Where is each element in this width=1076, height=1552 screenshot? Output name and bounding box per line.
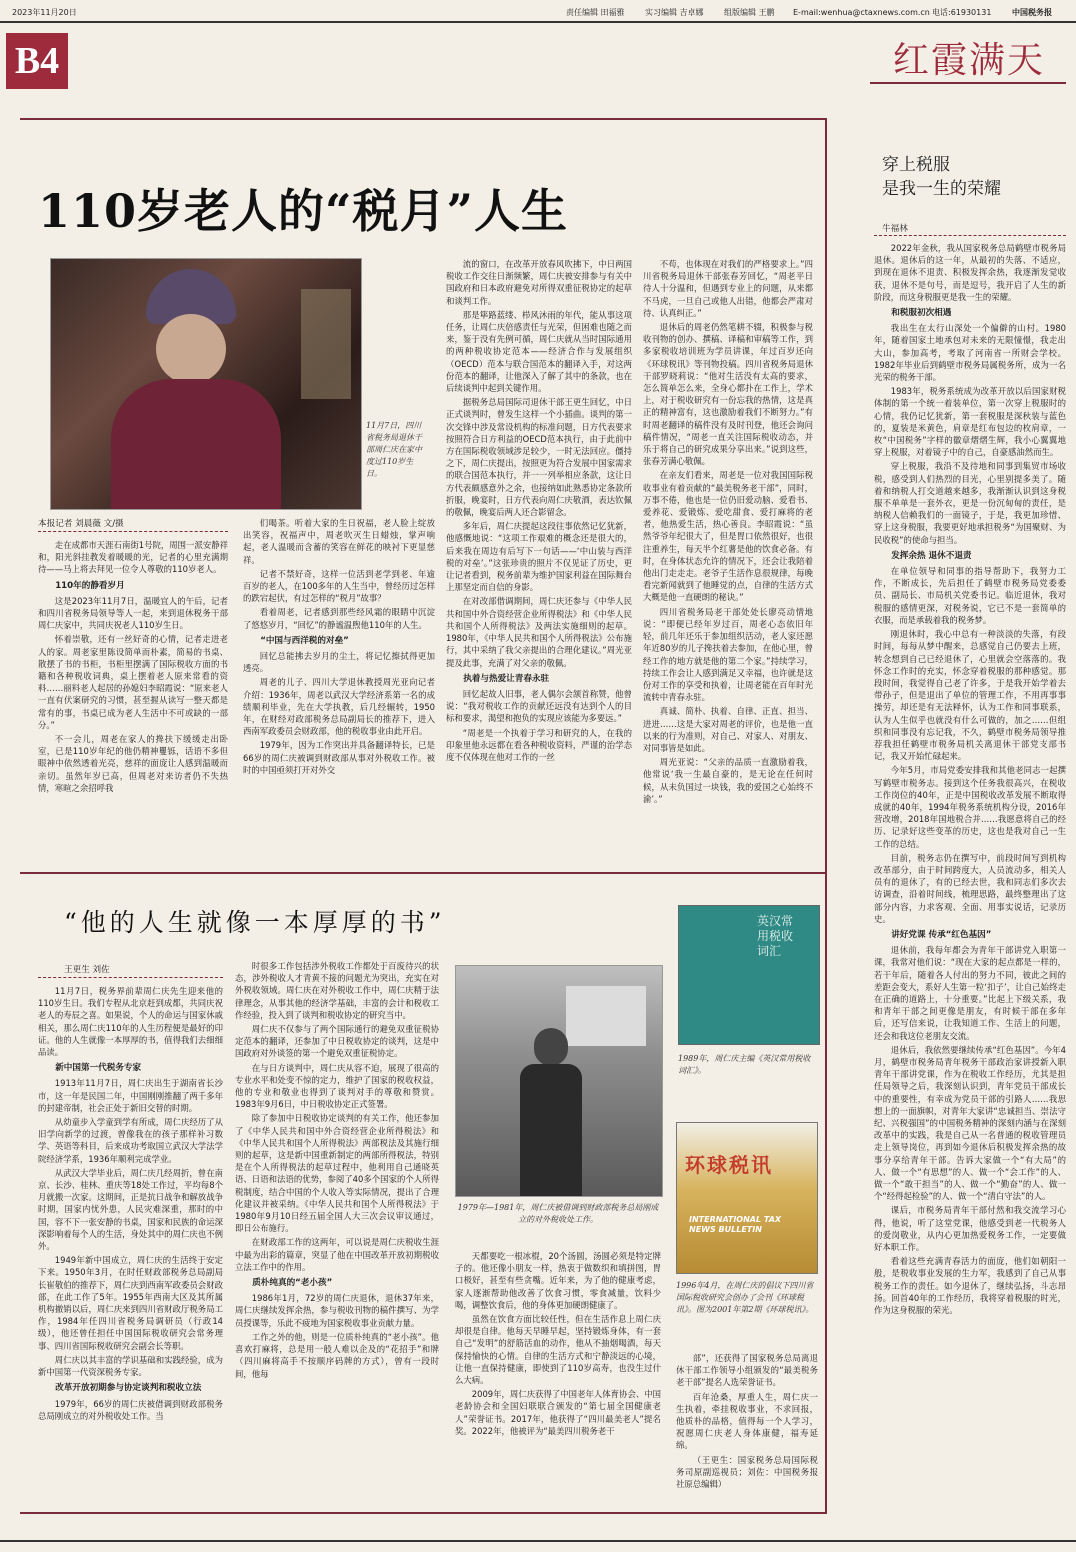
feature-col3-p1: 天都要吃一根冰棍，20个汤圆，汤圆必须是特定牌子的。他还像小朋友一样，热衷于做数织和填拼图，胃口极好，甚至有些贪嘴。近年来，为了他的健康考虑，家人逐渐帮助他改善了饮食习惯，零食减量，饮料少喝，调整饮食后，他的身体更加硬朗健康了。 (455, 1251, 661, 1310)
photo-man-head (534, 1028, 568, 1066)
byline-rule (38, 531, 228, 532)
sidebar-p6: 刚退休时，我心中总有一种淡淡的失落，有段时间，每每从梦中醒来，总感觉自己仍要去上班，转念想到自己已经退休了，心里就会空落落的。我怀念工作时的充实，怀念穿着税服的那种感觉。那段时间，我觉得自己老了许多，于是我开始学着去带孙子，但是退出了单位的管理工作，不用再事事操劳，却还是有无法释怀，认为工作和同事联系，认为人生似乎也就没有什么可做的，加之……但组织和同事没有忘记我，不久，鹤壁市税务局领导推荐我担任鹤壁市税务局机关离退休干部党支部书记，我又开始忙碌起来。 (874, 629, 1066, 762)
section-title: 红霞满天 (893, 40, 1046, 81)
main-col4-p4: 四川省税务局老干部处处长廖亮动情地说：“即便已经年岁过百，周老心态依旧年轻，前几年还乐于参加组织活动，老人家还愿年近80岁的儿子搀扶着去参加，在他心里，曾经工作的地方就是他的第二个家。”持续学习，持续工作会让人感到满足又幸福，也许就是这份对工作的享受和执着，让周老能在百年时光流转中青春永驻。 (643, 606, 813, 703)
main-col2-p1: 们喝茶。听着大家的生日祝福，老人脸上绽放出笑容，祝福声中，周老吹灭生日蜡烛，掌声响起，老人温暖而含蓄的笑容在鲜花的映衬下更显慈祥。 (243, 518, 435, 565)
main-col4-p2: 退休后的周老仍然笔耕不辍，积极参与税收刊物的创办、撰稿、译稿和审稿等工作，到多家税收培训班为学员讲课，年过百岁还向《环球税讯》等刊物投稿。四川省税务局退休干部罗晓莉说：“他对生活没有太高的要求，怎么简单怎么来，全身心都扑在工作上，学术上，对于税收研究有一份忘我的热情，这是真正的精神富有，这也激励着我们不断努力。”有时周老翻译的稿件没有及时刊登，他还会询问稿件情况，“周老一直关注国际税收动态，并乐于将自己的研究成果分享出来。”说到这些，张春芳满心敬佩。 (643, 322, 813, 467)
feature-col2-p3: 在与日方谈判中，周仁庆从容不迫，展现了很高的专业水平和处变不惊的定力，维护了国家的税收权益，他的专业和敬业也得到了谈判对手的尊敬和赞赏。1983年9月6日，中日税收协定正式签署。 (235, 1062, 439, 1110)
feature-col1b-p4: 1949年新中国成立，周仁庆的生活终于安定下来。1950年3月，在时任财政部税务总局副局长崔敬伯的推荐下，周仁庆到西南军政委员会财政部，在此工作了5年。1955年西南大区及其所属机构撤销以后，周仁庆来到四川省财政厅税务局工作，1984年任四川省税务局调研员（行政14级），他还曾任担任中国国际税收研究会常务理事、四川省国际税收研究会副会长等职。 (38, 1255, 223, 1351)
main-col4-p3: 在亲友们看来，周老是一位对我国国际税收事业有着贡献的“最美税务老干部”，同时，万事不倦，他也是一位仍旧爱动脑、爱看书、爱养花、爱锻炼、爱吃甜食、爱打麻将的老者，他热爱生活，热心善良。李昭霞说：“虽然爷爷年纪很大了，但是胃口依然很好，也很注重养生，每天半个红薯是他的饮食必备。有时，在身体状态允许的情况下，还会让我陪着他出门走走走。老爷子生活作息很规律，每晚看完新闻就到了他睡觉的点，自律的生活方式大概是他一直硬朗的秘诀。” (643, 470, 813, 603)
sidebar-subhead-3: 讲好党课 传承“红色基因” (891, 929, 992, 940)
feature-col2-p4: 除了参加中日税收协定谈判的有关工作，他还参加了《中华人民共和国中外合资经营企业所得税法》和《中华人民共和国个人所得税法》两部税法及其施行细则的起草，这是新中国重新制定的两部所得税法，特别是在个人所得税法的起草过程中，他利用自己通晓英语、日语和法语的优势，参阅了40多个国家的个人所得税制度，结合中国的个人收入等实际情况，提出了合理化建议并被采纳。《中华人民共和国个人所得税法》于1980年9月10日经五届全国人大三次会议审议通过，即日公布施行。 (235, 1113, 439, 1234)
main-col4-p1: 不苟，也体现在对我们的严格要求上。”四川省税务局退休干部张春芳回忆，“周老平日待人十分温和，但遇到专业上的问题，从来都不马虎，一旦自己或他人出错，他都会严肃对待、认真纠正。” (643, 259, 813, 318)
photo-figure-face (156, 314, 226, 384)
feature-col1b-p5: 周仁庆以其丰富的学识基础和实践经验，成为新中国第一代资深税务专家。 (38, 1354, 223, 1378)
main-col2-p3: 看着周老，记者感到那些经风霜的眼睛中沉淀了悠悠岁月，“回忆”的静谧温煦他110年的人生。 (243, 607, 435, 630)
main-col3b-p1: 回忆起故人旧事，老人偶尔会颔首称赞，他曾说：“我对税收工作的贡献还远没有达到个人的目标和要求，渴望和抱负的实现应该能为多要远。” (446, 688, 632, 724)
feature-col-3 (455, 1250, 661, 1500)
sidebar-column (874, 242, 1066, 1532)
sidebar-subhead-2: 发挥余热 退休不退责 (891, 550, 972, 561)
feature-subhead-1: 新中国第一代税务专家 (55, 1063, 142, 1074)
feature-byline: 王更生 刘佐 (64, 965, 110, 975)
feature-byline-rule (38, 977, 223, 978)
book2-title: 环球税讯 (685, 1153, 773, 1177)
feature-col2-p1: 时很多工作包括涉外税收工作都处于百废待兴的状态，涉外税收人才青黄不接的问题尤为突出，充实在对外税收领域。周仁庆在对外税收工作中，周仁庆精于法律理念，从事其他的经济学基础，丰富的会计和税收工作经验，投入到了谈判和税收协定的研究当中。 (235, 961, 439, 1020)
main-col-3 (446, 258, 632, 839)
main-col4-p6: 周光亚说：“父亲的品质一直激励着我，他常说‘我一生最自豪的，是无论在任何时候，从未负国过一块钱，我的爱国之心始终不渝’。” (643, 757, 813, 804)
sidebar-p3: 1983年，税务系统成为改革开放以后国家财税体制的第一个统一着装单位，第一次穿上税服时的心情，我仍记忆犹新，第一套税服是深秋装与蓝色的，夏装是米黄色，肩章是红布包边的枚肩章，一枚“中国税务”字样的徽章熠熠生辉，我小心翼翼地穿上税服，对着镜子中的自己，自豪感油然而生。 (874, 386, 1066, 458)
sidebar-p9: 退休前，我每年都会为青年干部讲党入职第一课，我常对他们说：“现在大家的起点都是一样的，若干年后，随着各人付出的努力不同，彼此之间的差距会变大，系好人生第一粒‘扣子’，让自己始终走在正确的道路上，十分重要。”比起上下级关系，我和青年干部之间更像是朋友，有时候干部在多年后，还写信来说，让我知道工作、生活上的问题，还会和我这位老朋友交流。 (874, 945, 1066, 1041)
photo-figure-body (111, 379, 281, 509)
book-cover-tax-bulletin (676, 1122, 818, 1274)
header-date: 2023年11月20日 (12, 8, 77, 17)
main-col1b-p2: 怀着崇敬，还有一丝好奇的心情，记者走进老人的家。周老家里陈设简单而朴素，简易的书桌、散摆了书的书柜，书柜里摆满了国际税收方面的书籍和各种税收词典，桌上摆着老人原来常看的资料……丽料老人起居的孙媳妇李昭霞说：“原来老人一直有伏案研究的习惯，甚至握从读写一整天都是常有的事，书桌已成为老人生活中不可或缺的一部分。” (38, 634, 228, 730)
main-col3b-p2: “周老是一个执着于学习和研究的人，在我的印象里他永远都在看各种税收资料，严谨的治学态度不仅体现在他对工作的一丝 (446, 727, 632, 762)
sidebar-author: 牛福林 (882, 224, 908, 234)
main-col3-p1: 流的窗口，在改革开放春风吹拂下，中日两国税收工作交往日渐频繁，周仁庆被安排参与有关中国政府和日本政府避免对所得双重征税协定的起草和谈判工作。 (446, 259, 632, 306)
page-number: B4 (14, 40, 60, 82)
section-rule (870, 82, 1066, 84)
feature-col2-p2: 周仁庆不仅参与了两个国际通行的避免双重征税协定范本的翻译，还参加了中日税收协定的谈判，这是中国政府对外谈签的第一个避免双重征税协定。 (235, 1024, 439, 1059)
main-col2b-p3: 1979年，因为工作突出并具备翻译特长，已是66岁的周仁庆被调到财政部从事对外税收工作。被时的中国亟须打开对外交 (243, 740, 435, 775)
feature-photo (455, 965, 663, 1197)
book1-title: 英汉常用税收词汇 (757, 914, 794, 958)
main-col-4 (643, 258, 813, 839)
header-phone: 电话:61930131 (932, 8, 992, 17)
photo-man-suit (520, 1064, 582, 1196)
sidebar-p7: 今年5月，市局党委安排我和其他老同志一起撰写鹤壁市税务志。接到这个任务我很高兴，在税收工作岗位的40年，正是中国税收改革发展不断取得成就的40年，1994年税务系统机构分设，2016年营改增，2018年国地税合并……我愿意将自己的经历、记录好这些变革的历史，这也是我对自己一生工作的总结。 (874, 765, 1066, 849)
header-paper: 中国税务报 (1012, 8, 1052, 17)
main-col-2 (243, 517, 435, 839)
main-subhead-1: 110年的静看岁月 (55, 580, 125, 591)
sidebar-p1: 2022年金秋，我从国家税务总局鹤壁市税务局退休。退休后的这一年，从最初的失落、不适应，到现在退休不退责、积极发挥余热，我逐渐发觉收获，退休不是句号，而是逗号，我开启了人生的新阶段，而这身税服更是我一生的荣耀。 (874, 243, 1066, 302)
feature-col1b-p1: 1913年11月7日，周仁庆出生于湖南省长沙市，这一年是民国二年，中国刚刚推翻了两千多年的封建帝制，社会正处于新旧交替的时期。 (38, 1078, 223, 1113)
feature-col4-p1: 部”，还获得了国家税务总局离退休干部工作领导小组颁发的“最美税务老干部”提名人选荣誉证书。 (676, 1353, 818, 1388)
main-col1b-p3: 不一会儿，周老在家人的搀扶下缓缓走出卧室，已是110岁年纪的他仍精神矍铄，话语不多但眼神中依然透着光亮，慈祥的面庞让人感到温暖而亲切。虽然年岁已高，但周老对来访者仍不失热情，寒暄之余招呼我 (38, 734, 228, 793)
feature-title: “他的人生就像一本厚厚的书” (64, 908, 446, 937)
feature-col1-p1: 11月7日，税务界前辈周仁庆先生迎来他的110岁生日。我们专程从北京赶到成都，共同庆祝老人的寿辰之喜。如果说，个人的命运与国家休戚相关，那么周仁庆110年的人生历程便是最好的印证。他的人生就像一本厚厚的书，值得我们去细细品读。 (38, 986, 223, 1058)
main-col1-p1: 走在成都市天涯石南街1号院，周围一派安静祥和，阳光斜挂教发着暖暖的光，记者的心里充满期待——马上将去拜见一位令人尊敬的110岁老人。 (38, 540, 228, 575)
main-subhead-2: “中国与西洋税的对垒” (260, 635, 349, 646)
main-title: 110岁老人的“税月”人生 (38, 184, 568, 238)
header-editor-3: 组版编辑 王鹏 (724, 8, 775, 17)
book2-en-title: INTERNATIONAL TAX NEWS BULLETIN (689, 1215, 782, 1234)
feature-photo-caption: 1979年—1981年，周仁庆被借调到财政部税务总局刚成立的对外税收处工作。 (457, 1203, 659, 1224)
main-col1b-p1: 这是2023年11月7日，温暖宜人的午后，记者和四川省税务局领导等人一起，来到退休税务干部周仁庆家中，共同庆祝老人110岁生日。 (38, 595, 228, 631)
article-divider (20, 872, 825, 874)
main-col2b-p2: 周老的儿子、四川大学退休教授周光亚向记者介绍：1936年，周老以武汉大学经济系第一名的成绩顺利毕业，先在大学执教，后几经辗转，1950年，在财经对政部税务总局副局长的推荐下，进入西南军政委员会财政部，他的税收事业由此开启。 (243, 677, 435, 737)
header-editor-1: 责任编辑 田福雅 (566, 8, 625, 17)
main-subhead-3: 执着与热爱让青春永驻 (463, 673, 550, 684)
main-col3-p3: 据税务总局国际司退休干部王更生回忆，中日正式谈判时，曾发生这样一个小插曲。谈判的第一次交锋中涉及常设机构的标准问题，日方代表要求按照符合日方利益的OECD范本执行，由于此前中方在国际税收领域涉足较少，一时无法回应。僵持之下，周仁庆提出，按照更为符合发展中国家需求的联合国范本执行，并一一列举相应条款，这让日方代表颇感意外之余，也接纳如此熟悉协定条款所折服，晚宴时，日方代表向周仁庆敬酒，表达钦佩的敬佩，晚宴后两人还合影留念。 (446, 397, 632, 518)
feature-col4-p2: 百年沧桑，厚重人生，周仁庆一生执着，牵挂税收事业，不求回报，他质朴的品格，值得每一个人学习，祝愿周仁庆老人身体康健，福寿延绵。 (676, 1391, 818, 1451)
main-col2b-p1: 回忆总能拂去岁月的尘土，将记忆擦拭得更加透亮。 (243, 651, 435, 674)
sidebar-p10: 退休后，我依然要继续传承“红色基因”。今年4月，鹤壁市税务局青年税务干部政治家讲授新入职青年干部讲党课，作为在税收工作经历，尤其是担任局领导之后，我深刻认识到，青年党员干部成长中的重要性，有幸成为党员干部的引路人……我思想上的一面旗帜，对青年大家讲“忠诚担当、崇法守纪、兴税强国”的中国税务精神的深刻内涵与在深刻改革中的实践，我是自己从一名普通的税收管理员走上领导岗位，再到如今退休后积极发挥余热的故事分享给青年干部。告诉大家做一个“有大局”的人、做一个“有思想”的人、做一个“会工作”的人、做一个“敢干担当”的人、做一个“勤奋”的人、做一个“经得起检验”的人、做一个“清白守法”的人。 (874, 1044, 1066, 1202)
sidebar-p2: 我出生在太行山深处一个偏僻的山村。1980年，随着国家土地承包对未来的无限憧憬，我走出大山，参加高考，考取了河南省一所财会学校。1982年毕业后到鹤壁市税务局属税务所，成为一名光荣的税务干部。 (874, 323, 1066, 383)
sidebar-subhead-1: 和税服初次相遇 (891, 308, 952, 319)
feature-col-1 (38, 985, 223, 1500)
main-col3-p2: 那是筚路蓝缕、栉风沐雨的年代，能从事这项任务，让周仁庆倍感责任与光荣，但困难也随之而来，鉴于没有先例可循，周仁庆就从当时国际通用的两种税收协定范本——经济合作与发展组织（OECD）范本与联合国范本的翻译入手，对这两份范本的翻译，让他深入了解了其中的条款，也在后续谈判中起到关键作用。 (446, 309, 632, 394)
main-frame-right (825, 118, 827, 1514)
photo-sign-board (566, 986, 646, 1046)
sidebar-p11: 课后，市税务局青年干部付然和我交流学习心得，他说，听了这堂党课，他感受到老一代税务人的爱岗敬业，从内心更加热爱税务工作，一定要做好本职工作。 (874, 1205, 1066, 1253)
sidebar-p12: 看着这些充满青春活力的面庞，他们如朝阳一般，是税收事业发展的生力军，我感到了自己从事税务工作的责任。如今退休了，继续弘扬，斗志昂扬。回首40年的工作经历，我将穿着税服的时光，作为这身税服的荣光。 (874, 1256, 1066, 1316)
feature-col3-p3: 2009年，周仁庆获得了中国老年人体育协会、中国老龄协会和全国妇联联合颁发的“第七届全国健康老人”荣誉证书。2017年，他获得了“四川最美老人”提名奖。2022年，他被评为“最美四川税务老干 (455, 1389, 661, 1436)
sidebar-p4: 穿上税服，我沿不及待地和同事到集贸市场收税，感受到人们热烈的目光，心里别提多美了。随着和纳税人打交道越来越多，我渐渐认识到这身税服不单单是一套外衣，更是一份沉甸甸的责任，是纳税人信赖我们的一面镜子，于是，我更加珍惜、穿上这身税服，我要更好地承担税务“为国聚财、为民收税”的使命与担当。 (874, 461, 1066, 545)
main-photo (50, 258, 362, 510)
feature-col1b-p3: 从武汉大学毕业后，周仁庆几经周折，曾在南京、长沙、桂林、重庆等18处工作过，平均每8个月就搬一次家。这期间，正是抗日战争和解放战争时期，国家内忧外患，人民灾难深重，那时的中国，容不下一张安静的书桌，国家和民族的命运深深影响着每个人的生活，身处其中的周仁庆也不例外。 (38, 1167, 223, 1252)
feature-col3-p2: 虽然在饮食方面比较任性，但在生活作息上周仁庆却很是自律。他每天早睡早起，坚持锻炼身体，有一套自己“发明”的舒筋活血的动作，他从不抽烟喝酒，每天保持愉快的心情。自律的生活方式和宁静淡远的心境，让他一直保持健康，即使到了110岁高寿，也没生过什么大病。 (455, 1314, 661, 1386)
feature-col2-p5: 在财政部工作的这两年，可以说是周仁庆税收生涯中最为出彩的篇章，突显了他在中国改革开放初期税收立法工作中的作用。 (235, 1237, 439, 1272)
sidebar-author-rule (874, 235, 1066, 236)
main-col3-p5: 在对改部借调期间，周仁庆还参与《中华人民共和国中外合资经营企业所得税法》和《中华人民共和国个人所得税法》及两法实施细则的起草。1980年，《中华人民共和国个人所得税法》公布施行，其中采纳了我父亲提出的合理化建议。”周光亚提及此事，充满了对父亲的敬佩。 (446, 596, 632, 668)
book2-caption: 1996年4月，在周仁庆的倡议下四川省国际税收研究会创办了会刊《环球税讯》。图为2001年第2期《环球税讯》。 (676, 1281, 814, 1314)
feature-col2b-p1: 1986年1月，72岁的周仁庆退休，退休37年来，周仁庆继续发挥余热，参与税收刊物的稿件撰写、为学员授课等，乐此不疲地为国家税收事业贡献力量。 (235, 1293, 439, 1328)
sidebar-p8: 目前，税务志仍在撰写中，前段时间写到机构改革部分，由于时间跨度大，人员流动多，相关人员有的退休了，有的已经去世，我和同志们多次去访调查，沿着时间线，梳理思路，最终整理出了这部分内容，力求客观、全面、用事实说话，记录历史。 (874, 852, 1066, 924)
header-rule (0, 21, 1076, 23)
header-editor-2: 实习编辑 吉卓娜 (645, 8, 704, 17)
book-cover-tax-glossary (678, 905, 820, 1045)
feature-subhead-3: 质朴纯真的“老小孩” (252, 1278, 333, 1289)
book1-caption: 1989年，周仁庆主编《英汉常用税收词汇》。 (678, 1054, 811, 1075)
main-frame-bottom (20, 1512, 827, 1514)
main-byline: 本报记者 刘晨薇 文/摄 (38, 519, 124, 529)
sidebar-p5: 在单位领导和同事的指导帮助下，我努力工作，不断成长，先后担任了鹤壁市税务局党委委员、副局长、市局机关党委书记。临近退休，我对税服的感情更深，对税务说，它已不是一套简单的衣服，而是承载着我的税务梦。 (874, 566, 1066, 625)
sidebar-title-1: 穿上税服 (882, 155, 950, 175)
feature-col4-p3: （王更生：国家税务总局国际税务司原副巡视员；刘佐：中国税务报社原总编辑） (676, 1454, 818, 1490)
feature-col1c-p1: 1979年，66岁的周仁庆被借调到财政部税务总局刚成立的对外税收处工作。当 (38, 1398, 223, 1421)
feature-col2b-p2: 工作之外的他，则是一位质朴纯真的“老小孩”。他喜欢打麻将，总是用一般人难以企及的“花招手”和牌（四川麻将高手不按顺序码牌的方式），曾有一段时间，他每 (235, 1331, 439, 1379)
sidebar-title-2: 是我一生的荣耀 (882, 179, 1001, 199)
main-photo-caption: 11月7日，四川省税务局退休干部周仁庆在家中度过110岁生日。 (366, 421, 422, 478)
photo-window-light (301, 289, 351, 399)
footer-rule (0, 1540, 1076, 1542)
main-frame-top (20, 118, 825, 120)
main-col-1 (38, 539, 228, 839)
feature-col-2 (235, 960, 439, 1500)
feature-subhead-2: 改革开放初期参与协定谈判和税收立法 (55, 1383, 202, 1394)
header-email: E-mail:wenhua@ctaxnews.com.cn (793, 8, 930, 17)
main-col2-p2: 记者不禁好奇，这样一位活到老学到老、年逾百岁的老人，在100多年的人生当中，曾经历过怎样的跌宕起伏，有过怎样的“税月”故事？ (243, 568, 435, 604)
feature-col-4 (676, 1352, 818, 1502)
main-col3-p4: 多年后，周仁庆提起这段往事依然记忆犹新，他感慨地说：“这项工作艰难的概念还是很大的，后来我在周边有后写下一句话——‘中山装与西洋税的对垒’。”这张珍贵的照片不仅见证了历史，更让记者看到，税务前辈为维护国家利益在国际舞台上那坚定而自信的身影。 (446, 521, 632, 593)
feature-col1b-p2: 从幼童步入学童到学有所成，周仁庆经历了从旧学向新学的过渡，曾像我在的孩子那样补习数学、英语等科目，后来成功考取国立武汉大学法学院经济学系，1936年顺利完成学业。 (38, 1117, 223, 1164)
main-col4-p5: 真诚、简朴、执着、自律、正直、担当、进进……这是大家对周老的评价，也是他一直以来的行为准则，对自己、对家人、对朋友、对同事皆是如此。 (643, 706, 813, 753)
